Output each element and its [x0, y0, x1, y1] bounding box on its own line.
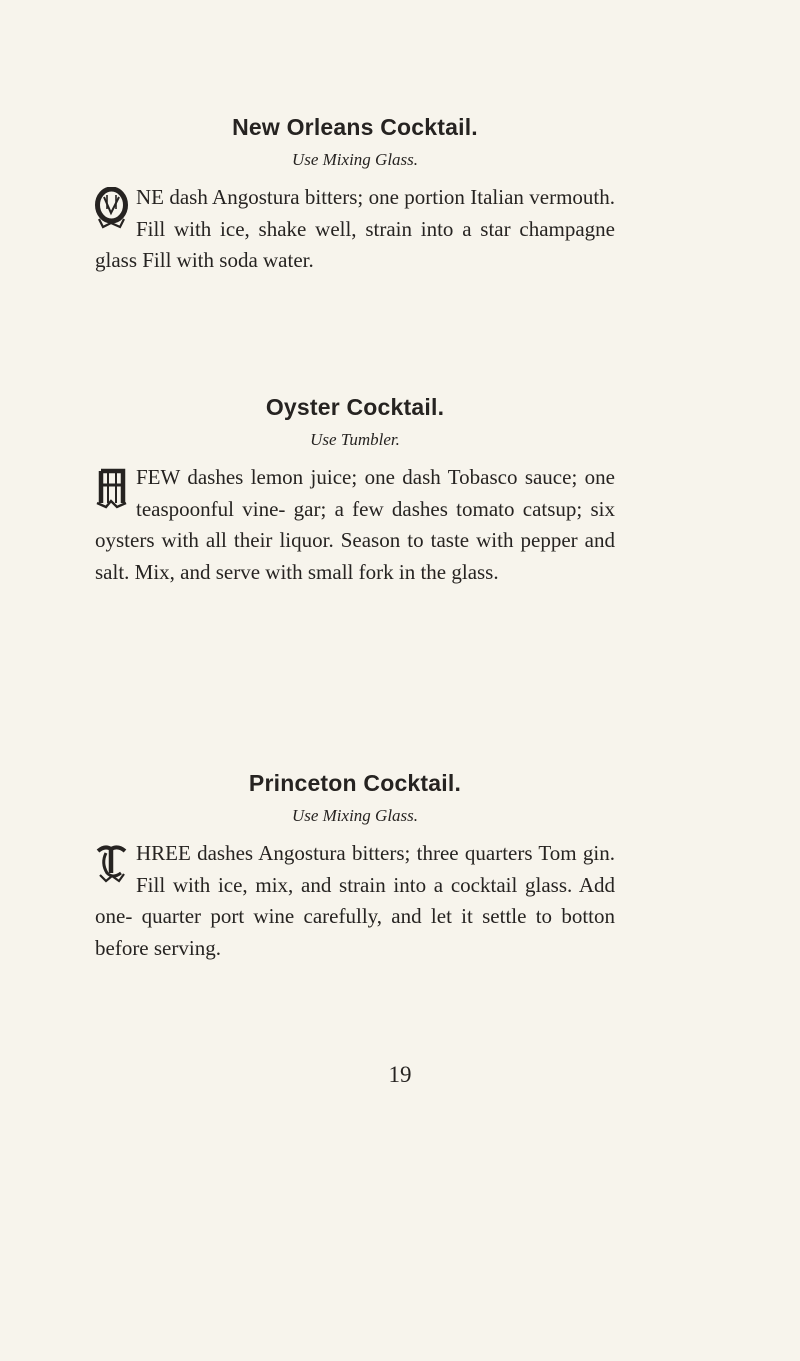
recipe-text: HREE dashes Angostura bitters; three quarters Tom gin. Fill with ice, mix, and strain into a cocktail glass. Add one- quarter port wine carefully, and let it settle to botton before serving. — [95, 841, 615, 960]
page-number: 19 — [388, 1062, 412, 1087]
recipe-subtitle: Use Mixing Glass. — [291, 150, 419, 169]
recipe-subtitle: Use Mixing Glass. — [291, 806, 419, 825]
decorative-initial-o-glyph — [95, 187, 128, 233]
decorative-initial-a — [95, 467, 128, 515]
decorative-initial-t — [95, 843, 128, 891]
recipe-subtitle: Use Tumbler. — [310, 430, 400, 449]
recipe-instructions — [95, 838, 615, 964]
recipe-text: NE dash Angostura bitters; one portion Italian vermouth. Fill with ice, shake well, strain into a star champagne glass Fill with soda water. — [95, 185, 615, 272]
recipe-title: Princeton Cocktail. — [248, 770, 462, 796]
recipe-new-orleans-cocktail — [95, 112, 615, 277]
decorative-initial-o — [95, 187, 128, 235]
decorative-initial-t-glyph — [95, 843, 128, 889]
recipe-instructions — [95, 462, 615, 588]
recipe-text: FEW dashes lemon juice; one dash Tobasco sauce; one teaspoonful vine- gar; a few dashes tomato catsup; six oysters with all their liquor. Season to taste with pepper and salt. Mix, and serve with small fork in the glass. — [95, 465, 615, 584]
recipe-princeton-cocktail — [95, 768, 615, 964]
recipe-oyster-cocktail — [95, 392, 615, 588]
recipe-title: New Orleans Cocktail. — [232, 114, 478, 140]
recipe-instructions — [95, 182, 615, 277]
recipe-title: Oyster Cocktail. — [265, 394, 445, 420]
decorative-initial-a-glyph — [95, 467, 128, 513]
